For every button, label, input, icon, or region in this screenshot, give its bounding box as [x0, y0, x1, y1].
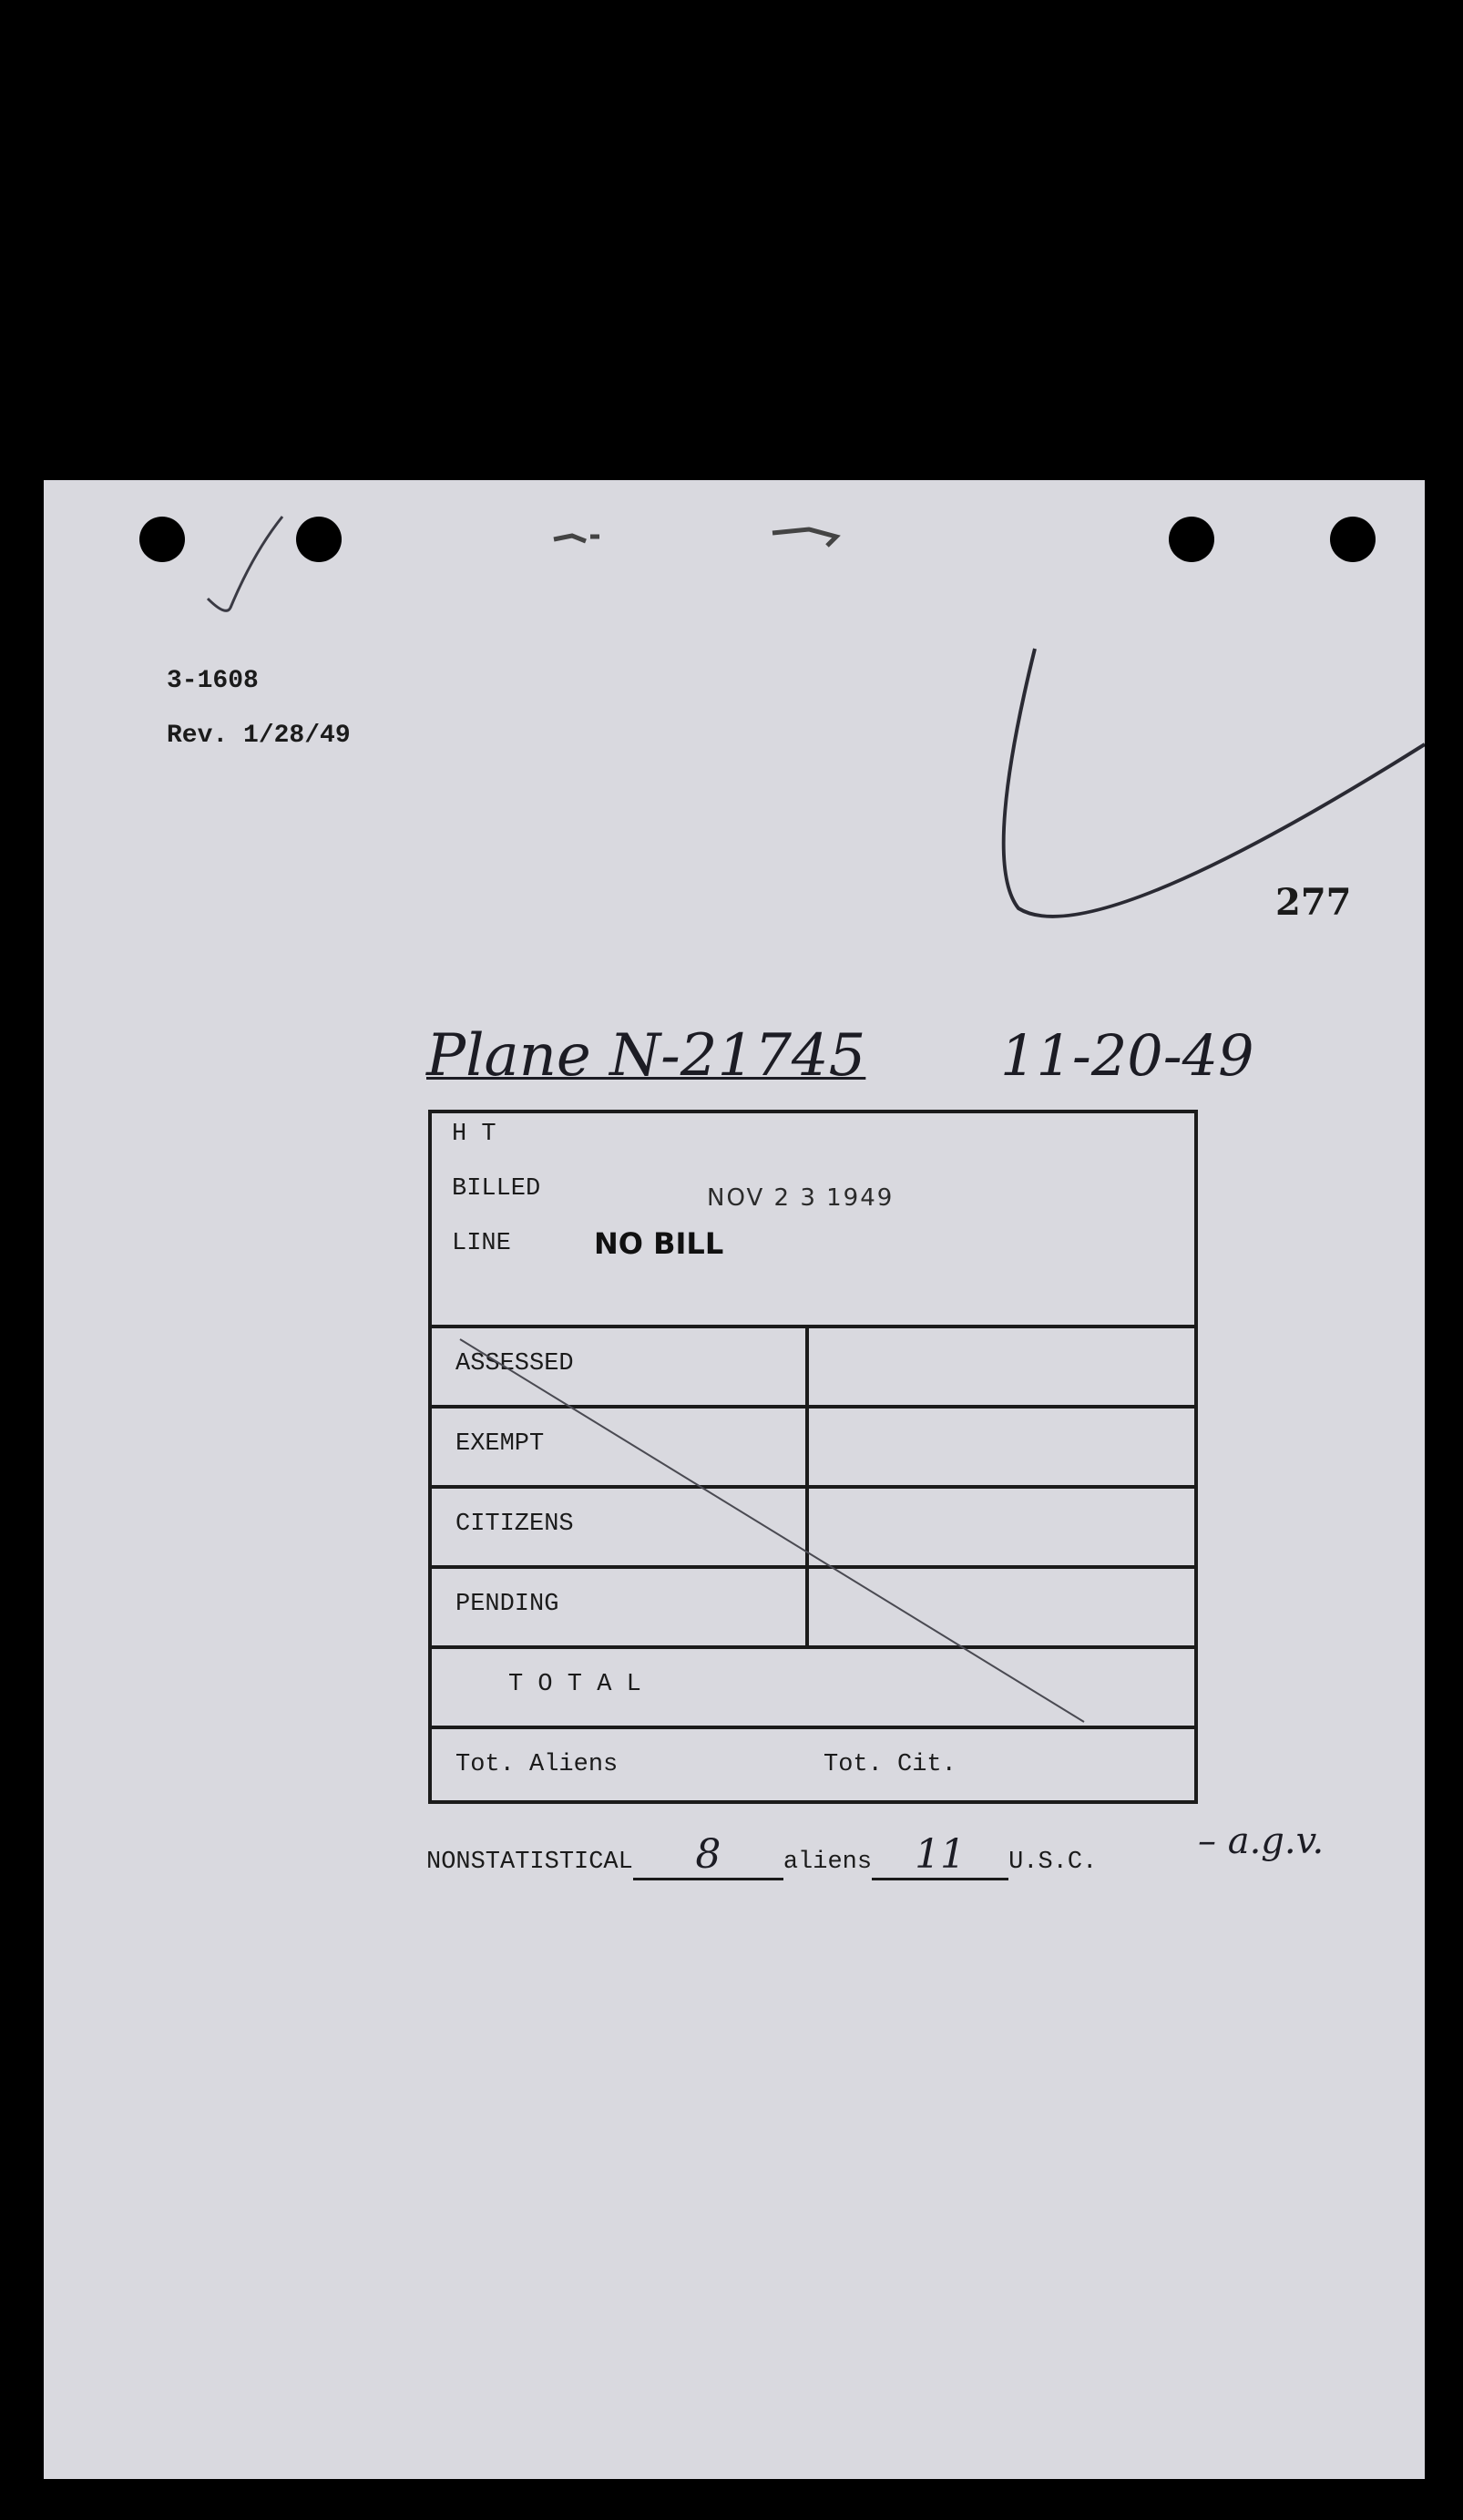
total-label: T O T A L: [508, 1671, 641, 1698]
billed-date-stamp: NOV 2 3 1949: [707, 1184, 895, 1212]
cancel-line: [428, 1110, 1198, 1804]
smudge-mark: [554, 529, 836, 546]
form-number: 3-1608: [167, 667, 259, 695]
curve-mark: [1004, 649, 1425, 917]
row-label-pending: PENDING: [455, 1591, 559, 1618]
aliens-value-blank: [633, 1831, 783, 1880]
tot-aliens-label: Tot. Aliens: [455, 1751, 619, 1778]
usc-value: 11: [915, 1831, 967, 1878]
tally-form-box: [428, 1110, 1198, 1804]
usc-value-blank: [872, 1831, 1008, 1880]
checkmark-mark: [208, 517, 282, 610]
handwritten-initials: – a.g.v.: [1198, 1820, 1325, 1862]
nonstatistical-line: [426, 1831, 1097, 1880]
row-label-exempt: EXEMPT: [455, 1430, 545, 1458]
handwritten-date: 11-20-49: [1000, 1022, 1254, 1089]
handwritten-plane: Plane N-21745: [426, 1022, 866, 1090]
billed-label: BILLED: [452, 1175, 541, 1203]
row-label-assessed: ASSESSED: [455, 1350, 574, 1378]
usc-label: U.S.C.: [1008, 1849, 1098, 1876]
page-number: 277: [1275, 881, 1352, 924]
nonstatistical-label: NONSTATISTICAL: [426, 1849, 633, 1876]
form-revision: Rev. 1/28/49: [167, 722, 351, 750]
aliens-label: aliens: [783, 1849, 873, 1876]
tot-cit-label: Tot. Cit.: [824, 1751, 957, 1778]
ht-label: H T: [452, 1121, 496, 1148]
no-bill-stamp: NO BILL: [594, 1226, 724, 1261]
aliens-value: 8: [695, 1831, 721, 1878]
line-label: LINE: [452, 1230, 511, 1257]
row-label-citizens: CITIZENS: [455, 1511, 574, 1538]
